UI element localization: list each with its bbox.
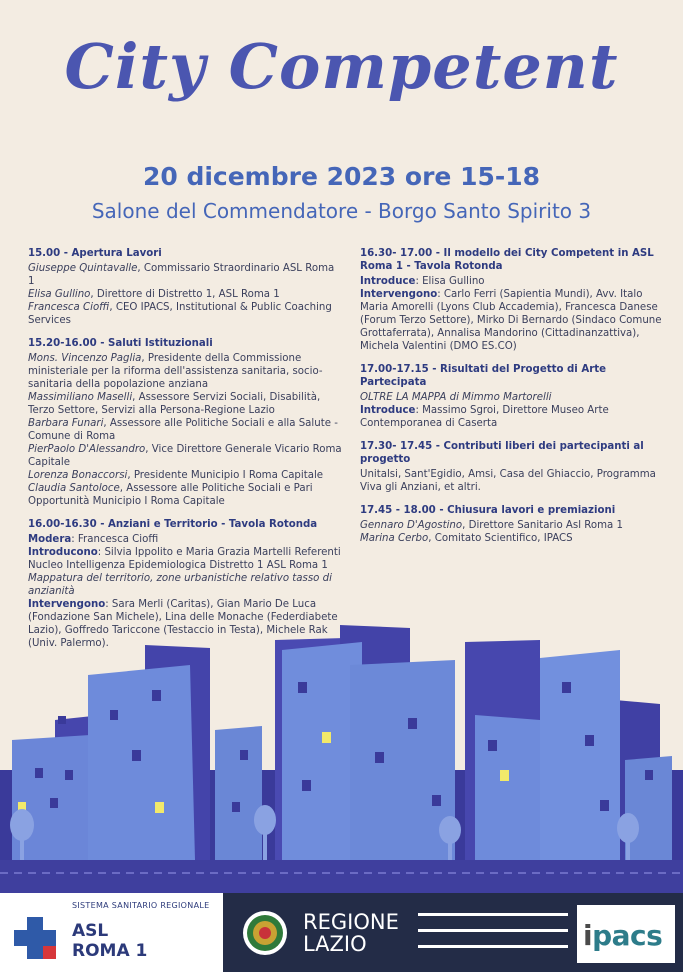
item-line: Marina Cerbo, Comitato Scientifico, IPACS bbox=[360, 533, 573, 544]
item-line: Gennaro D'Agostino, Direttore Sanitario Asl Roma 1 bbox=[360, 520, 624, 531]
item-line: Intervengono: Carlo Ferri (Sapientia Mundi), Avv. Italo Maria Amorelli (Lyons Club Accademia), Francesca Danese (Forum Terzo Settore), Mirko Di Bernardo (Sindaco Comune Grottaferrata), Annalisa Mandorino (Cittadinanzattiva), Michela Valentini (DMO ES.CO) bbox=[360, 289, 662, 352]
program-item bbox=[28, 247, 343, 327]
item-heading: 17.00-17.15 - Risultati del Progetto di Arte Partecipata bbox=[360, 364, 607, 388]
item-line: Mappatura del territorio, zone urbanistiche relativo tasso di anzianità bbox=[28, 573, 332, 597]
asl-name: ASL ROMA 1 bbox=[72, 921, 148, 961]
item-line: Introduce: Elisa Gullino bbox=[360, 276, 485, 287]
item-line: Introduce: Massimo Sgroi, Direttore Museo Arte Contemporanea di Caserta bbox=[360, 405, 609, 429]
regione-lazio-emblem-icon bbox=[241, 909, 289, 957]
regione-lazio-name: REGIONE LAZIO bbox=[303, 910, 399, 956]
ssr-label: SISTEMA SANITARIO REGIONALE bbox=[72, 901, 210, 910]
item-heading: 16.30- 17.00 - Il modello dei City Competent in ASL Roma 1 - Tavola Rotonda bbox=[360, 248, 654, 272]
poster-title: City Competent bbox=[64, 30, 619, 103]
item-line: Intervengono: Sara Merli (Caritas), Gian Mario De Luca (Fondazione San Michele), Lina delle Monache (Federdiabete Lazio), Goffredo Tariccone (Testaccio in Testa), Michele Rak (Univ. Palermo). bbox=[28, 599, 338, 649]
ipacs-logo: ipacs bbox=[577, 905, 675, 963]
asl-logo-area bbox=[0, 893, 223, 972]
item-line: Barbara Funari, Assessore alle Politiche Sociali e alla Salute - Comune di Roma bbox=[28, 418, 338, 442]
city-skyline-illustration bbox=[0, 620, 683, 895]
item-line: Modera: Francesca Cioffi bbox=[28, 534, 159, 545]
item-heading: 17.45 - 18.00 - Chiusura lavori e premiazioni bbox=[360, 505, 616, 516]
regione-lazio-area bbox=[223, 893, 683, 972]
program-item bbox=[360, 247, 665, 353]
item-heading: 16.00-16.30 - Anziani e Territorio - Tavola Rotonda bbox=[28, 519, 318, 530]
program-item bbox=[360, 440, 665, 494]
item-line: Elisa Gullino, Direttore di Distretto 1, ASL Roma 1 bbox=[28, 289, 280, 300]
item-line: PierPaolo D'Alessandro, Vice Direttore Generale Vicario Roma Capitale bbox=[28, 444, 342, 468]
decorative-stripes bbox=[418, 909, 568, 957]
item-line: Introducono: Silvia Ippolito e Maria Grazia Martelli Referenti Nucleo Intelligenza Epidemiologica Distretto 1 ASL Roma 1 bbox=[28, 547, 341, 571]
program-left-column bbox=[28, 247, 343, 660]
program-item bbox=[360, 363, 665, 430]
item-heading: 15.00 - Apertura Lavori bbox=[28, 248, 162, 259]
item-line: OLTRE LA MAPPA di Mimmo Martorelli bbox=[360, 392, 552, 403]
item-line: Massimiliano Maselli, Assessore Servizi Sociali, Disabilità, Terzo Settore, Servizi alla Persona-Regione Lazio bbox=[28, 392, 321, 416]
asl-cross-icon bbox=[12, 915, 58, 961]
item-line: Unitalsi, Sant'Egidio, Amsi, Casa del Ghiaccio, Programma Viva gli Anziani, et altri. bbox=[360, 469, 656, 493]
item-heading: 15.20-16.00 - Saluti Istituzionali bbox=[28, 338, 213, 349]
program-item bbox=[360, 504, 665, 545]
event-date: 20 dicembre 2023 ore 15-18 bbox=[142, 162, 541, 191]
item-line: Mons. Vincenzo Paglia, Presidente della Commissione ministeriale per la riforma dell'assistenza sanitaria, socio-sanitaria della popolazione anziana bbox=[28, 353, 323, 390]
program-item bbox=[28, 337, 343, 508]
item-line: Lorenza Bonaccorsi, Presidente Municipio I Roma Capitale bbox=[28, 470, 324, 481]
event-venue: Salone del Commendatore - Borgo Santo Spirito 3 bbox=[91, 199, 592, 223]
item-line: Claudia Santoloce, Assessore alle Politiche Sociali e Pari Opportunità Municipio I Roma Capitale bbox=[28, 483, 313, 507]
item-heading: 17.30- 17.45 - Contributi liberi dei partecipanti al progetto bbox=[360, 441, 644, 465]
item-line: Francesca Cioffi, CEO IPACS, Institutional & Public Coaching Services bbox=[28, 302, 332, 326]
program-right-column bbox=[360, 247, 665, 555]
footer bbox=[0, 893, 683, 972]
item-line: Giuseppe Quintavalle, Commissario Straordinario ASL Roma 1 bbox=[28, 263, 335, 287]
